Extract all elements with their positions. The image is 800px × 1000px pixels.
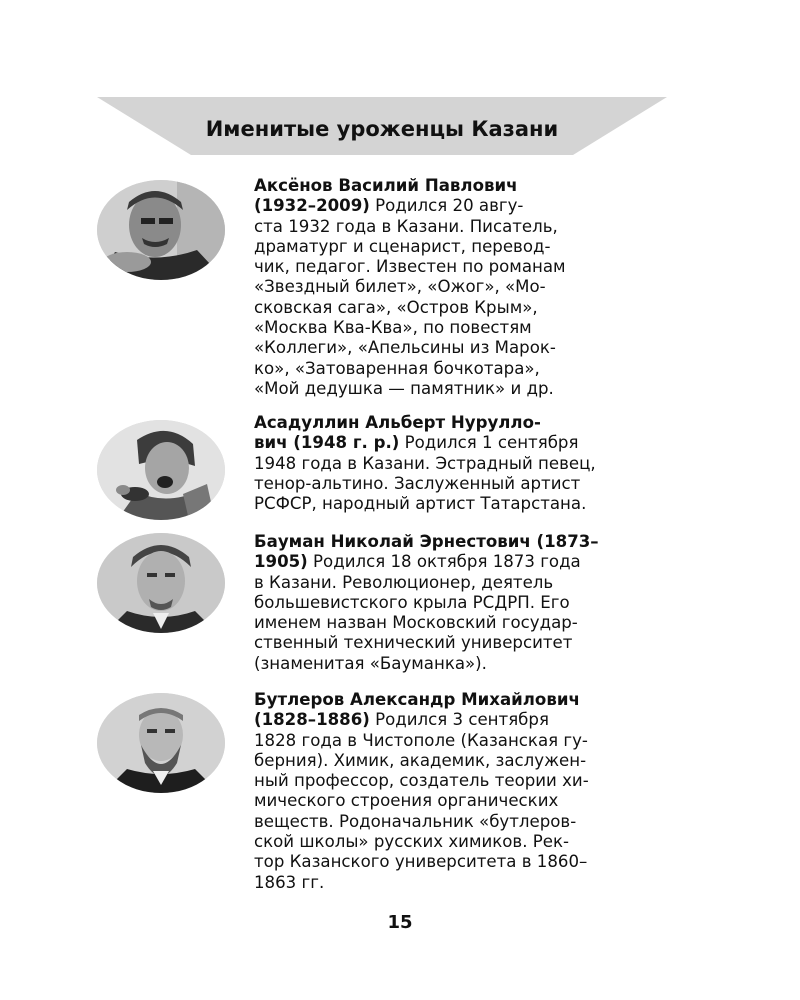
entry-line: мического строения органических <box>254 791 559 811</box>
entry-butlerov <box>254 690 674 893</box>
entry-line: ный профессор, создатель теории хи- <box>254 771 589 791</box>
entry-line: «Коллеги», «Апельсины из Марок- <box>254 338 556 358</box>
entry-line: вич (1948 г. р.) Родился 1 сентября <box>254 433 579 453</box>
entry-line: веществ. Родоначальник «бутлеров- <box>254 811 577 831</box>
entry-line: (1828–1886) Родился 3 сентября <box>254 710 549 730</box>
entry-line: 1948 года в Казани. Эстрадный певец, <box>254 453 596 473</box>
entry-line: (знаменитая «Бауманка»). <box>254 653 487 673</box>
entry-bauman <box>254 532 674 674</box>
entry-line: РСФСР, народный артист Татарстана. <box>254 494 587 514</box>
entry-line: Бутлеров Александр Михайлович <box>254 690 580 709</box>
entry-line: 1905) Родился 18 октября 1873 года <box>254 552 581 572</box>
entry-line: в Казани. Революционер, деятель <box>254 572 554 592</box>
portrait-bauman <box>97 533 225 633</box>
entry-line: «Москва Ква-Ква», по повестям <box>254 318 532 338</box>
entry-line: драматург и сценарист, перевод- <box>254 236 551 256</box>
entry-line: тенор-альтино. Заслуженный артист <box>254 473 581 493</box>
entry-line: именем назван Московский государ- <box>254 613 578 633</box>
entry-line: 1828 года в Чистополе (Казанская гу- <box>254 730 588 750</box>
entry-line: 1863 гг. <box>254 872 325 892</box>
entry-line: «Звездный билет», «Ожог», «Мо- <box>254 277 546 297</box>
entry-line: (1932–2009) Родился 20 авгу- <box>254 196 524 216</box>
entry-asadullin <box>254 413 674 514</box>
entry-line: Бауман Николай Эрнестович (1873– <box>254 532 599 551</box>
entry-line: ста 1932 года в Казани. Писатель, <box>254 216 558 236</box>
entry-line: чик, педагог. Известен по романам <box>254 257 566 277</box>
entry-line: Аксёнов Василий Павлович <box>254 176 518 195</box>
section-title: Именитые уроженцы Казани <box>205 117 559 141</box>
entry-line: сковская сага», «Остров Крым», <box>254 297 538 317</box>
entry-line: «Мой дедушка — памятник» и др. <box>254 378 554 398</box>
portrait-butlerov <box>97 693 225 793</box>
entry-line: ко», «Затоваренная бочкотара», <box>254 358 540 378</box>
entry-line: ской школы» русских химиков. Рек- <box>254 832 569 852</box>
portrait-asadullin <box>97 420 225 520</box>
portrait-aksyonov <box>97 180 225 280</box>
entry-line: берния). Химик, академик, заслужен- <box>254 750 587 770</box>
page-number: 15 <box>387 912 413 933</box>
section-header-banner <box>97 97 667 155</box>
entry-line: Асадуллин Альберт Нурулло- <box>254 413 541 432</box>
entry-line: большевистского крыла РСДРП. Его <box>254 592 570 612</box>
entry-aksyonov <box>254 176 674 399</box>
entry-line: ственный технический университет <box>254 633 573 653</box>
entry-line: тор Казанского университета в 1860– <box>254 852 588 872</box>
